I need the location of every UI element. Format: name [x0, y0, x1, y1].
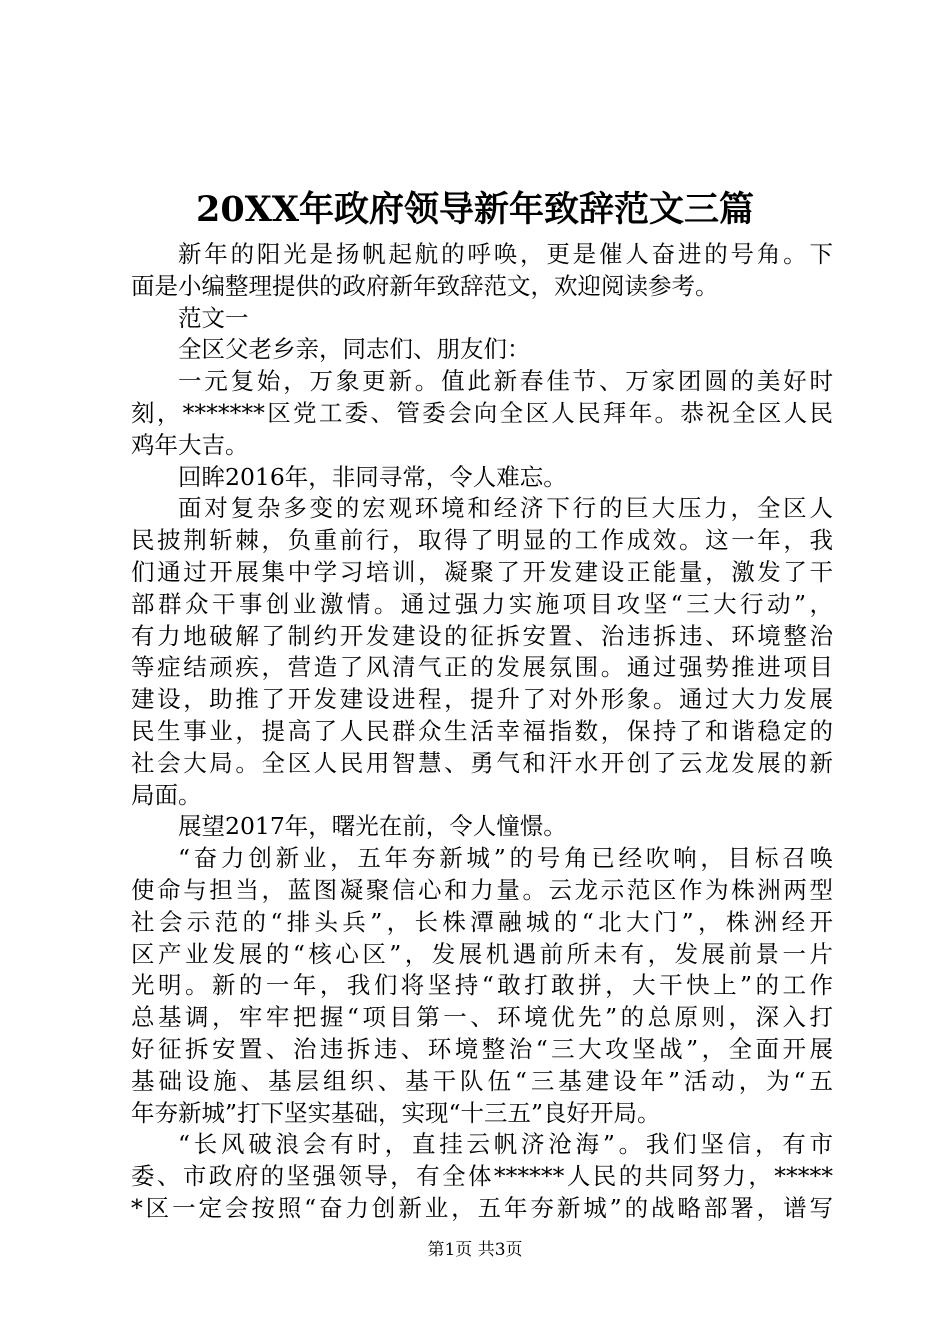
text-line: 总基调，牢牢把握“项目第一、环境优先”的总原则，深入打	[131, 1003, 833, 1032]
text-line: 局面。	[131, 780, 202, 809]
text-line: 全区父老乡亲，同志们、朋友们：	[178, 335, 531, 364]
document-body	[131, 239, 833, 1225]
text-line: 建设，助推了开发建设进程，提升了对外形象。通过大力发展	[131, 685, 833, 714]
text-line: 面是小编整理提供的政府新年致辞范文，欢迎阅读参考。	[131, 271, 719, 300]
text-line: 委、市政府的坚强领导，有全体******人民的共同努力，*****	[131, 1162, 833, 1191]
text-line: 鸡年大吉。	[131, 430, 249, 459]
text-line: 民披荆斩棘，负重前行，取得了明显的工作成效。这一年，我	[131, 526, 833, 555]
text-line: 基础设施、基层组织、基干队伍“三基建设年”活动，为“五	[131, 1066, 833, 1095]
text-line: 好征拆安置、治违拆违、环境整治“三大攻坚战”，全面开展	[131, 1034, 833, 1063]
text-line: “长风破浪会有时，直挂云帆济沧海”。我们坚信，有市	[178, 1130, 833, 1159]
text-line: 光明。新的一年，我们将坚持“敢打敢拼，大干快上”的工作	[131, 971, 833, 1000]
text-line: 社会大局。全区人民用智慧、勇气和汗水开创了云龙发展的新	[131, 748, 833, 777]
document-title: 20XX年政府领导新年致辞范文三篇	[195, 189, 755, 230]
text-line: 使命与担当，蓝图凝聚信心和力量。云龙示范区作为株洲两型	[131, 875, 833, 904]
text-line: *区一定会按照“奋力创新业，五年夯新城”的战略部署，谱写	[131, 1193, 833, 1222]
text-line: 范文一	[178, 303, 249, 332]
text-line: “奋力创新业，五年夯新城”的号角已经吹响，目标召唤	[178, 844, 833, 873]
text-line: 新年的阳光是扬帆起航的呼唤，更是催人奋进的号角。下	[178, 240, 833, 268]
page-footer: 第1页 共3页	[427, 1240, 523, 1260]
text-line: 民生事业，提高了人民群众生活幸福指数，保持了和谐稳定的	[131, 716, 833, 745]
text-line: 等症结顽疾，营造了风清气正的发展氛围。通过强势推进项目	[131, 653, 833, 682]
text-line: 有力地破解了制约开发建设的征拆安置、治违拆违、环境整治	[131, 621, 833, 650]
text-line: 区产业发展的“核心区”，发展机遇前所未有，发展前景一片	[131, 939, 833, 968]
text-line: 面对复杂多变的宏观环境和经济下行的巨大压力，全区人	[178, 494, 833, 523]
text-line: 年夯新城”打下坚实基础，实现“十三五”良好开局。	[131, 1098, 661, 1127]
text-line: 展望2017年，曙光在前，令人憧憬。	[178, 812, 567, 841]
text-line: 回眸2016年，非同寻常，令人难忘。	[178, 462, 567, 491]
text-line: 们通过开展集中学习培训，凝聚了开发建设正能量，激发了干	[131, 557, 833, 586]
text-line: 刻，*******区党工委、管委会向全区人民拜年。恭祝全区人民	[131, 398, 833, 427]
text-line: 社会示范的“排头兵”，长株潭融城的“北大门”，株洲经开	[131, 907, 833, 936]
text-line: 一元复始，万象更新。值此新春佳节、万家团圆的美好时	[178, 367, 833, 396]
text-line: 部群众干事创业激情。通过强力实施项目攻坚“三大行动”，	[131, 589, 833, 618]
